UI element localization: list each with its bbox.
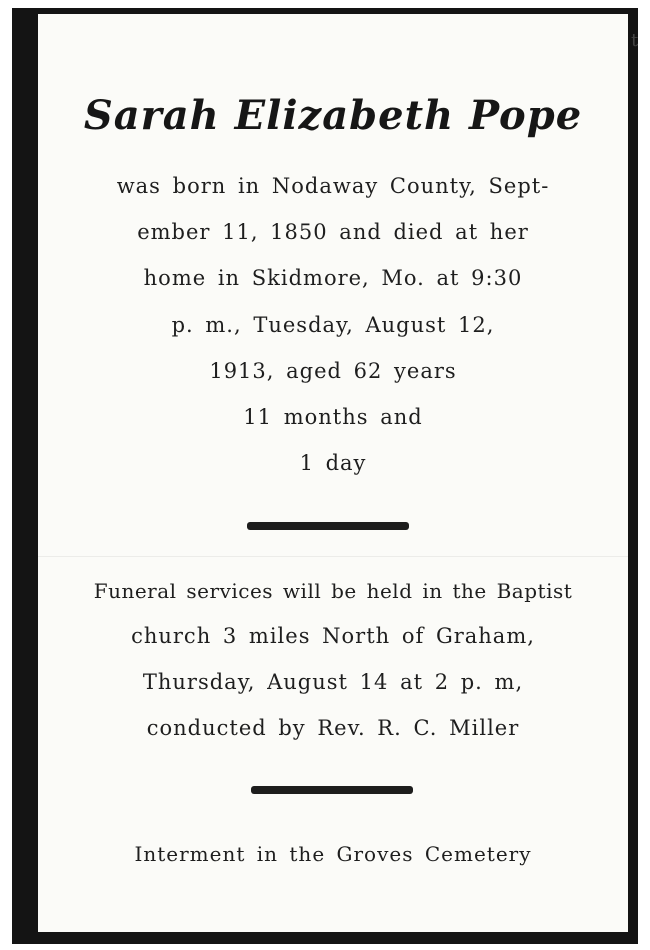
funeral-notice-border — [12, 8, 638, 944]
funeral-notice-card — [38, 14, 628, 932]
detail-line-5: 1913, aged 62 years — [209, 359, 457, 383]
detail-line-6: 11 months and — [243, 405, 423, 429]
ornamental-divider-1 — [247, 522, 409, 530]
ornamental-divider-2 — [251, 786, 413, 794]
corner-mark: t — [631, 30, 639, 51]
services-line-1: Funeral services will be held in the Baptist — [93, 579, 573, 603]
detail-line-3: home in Skidmore, Mo. at 9:30 — [143, 266, 523, 290]
detail-line-1: was born in Nodaway County, Sept- — [116, 174, 550, 198]
services-line-3: Thursday, August 14 at 2 p. m, — [142, 670, 524, 694]
services-line-2: church 3 miles North of Graham, — [131, 624, 535, 648]
services-line-4: conducted by Rev. R. C. Miller — [146, 716, 520, 740]
deceased-name: Sarah Elizabeth Pope — [83, 92, 583, 139]
detail-line-2: ember 11, 1850 and died at her — [137, 220, 529, 244]
interment-line: Interment in the Groves Cemetery — [134, 842, 532, 866]
fold-line — [38, 556, 628, 557]
detail-line-7: 1 day — [299, 451, 367, 475]
detail-line-4: p. m., Tuesday, August 12, — [171, 313, 495, 337]
